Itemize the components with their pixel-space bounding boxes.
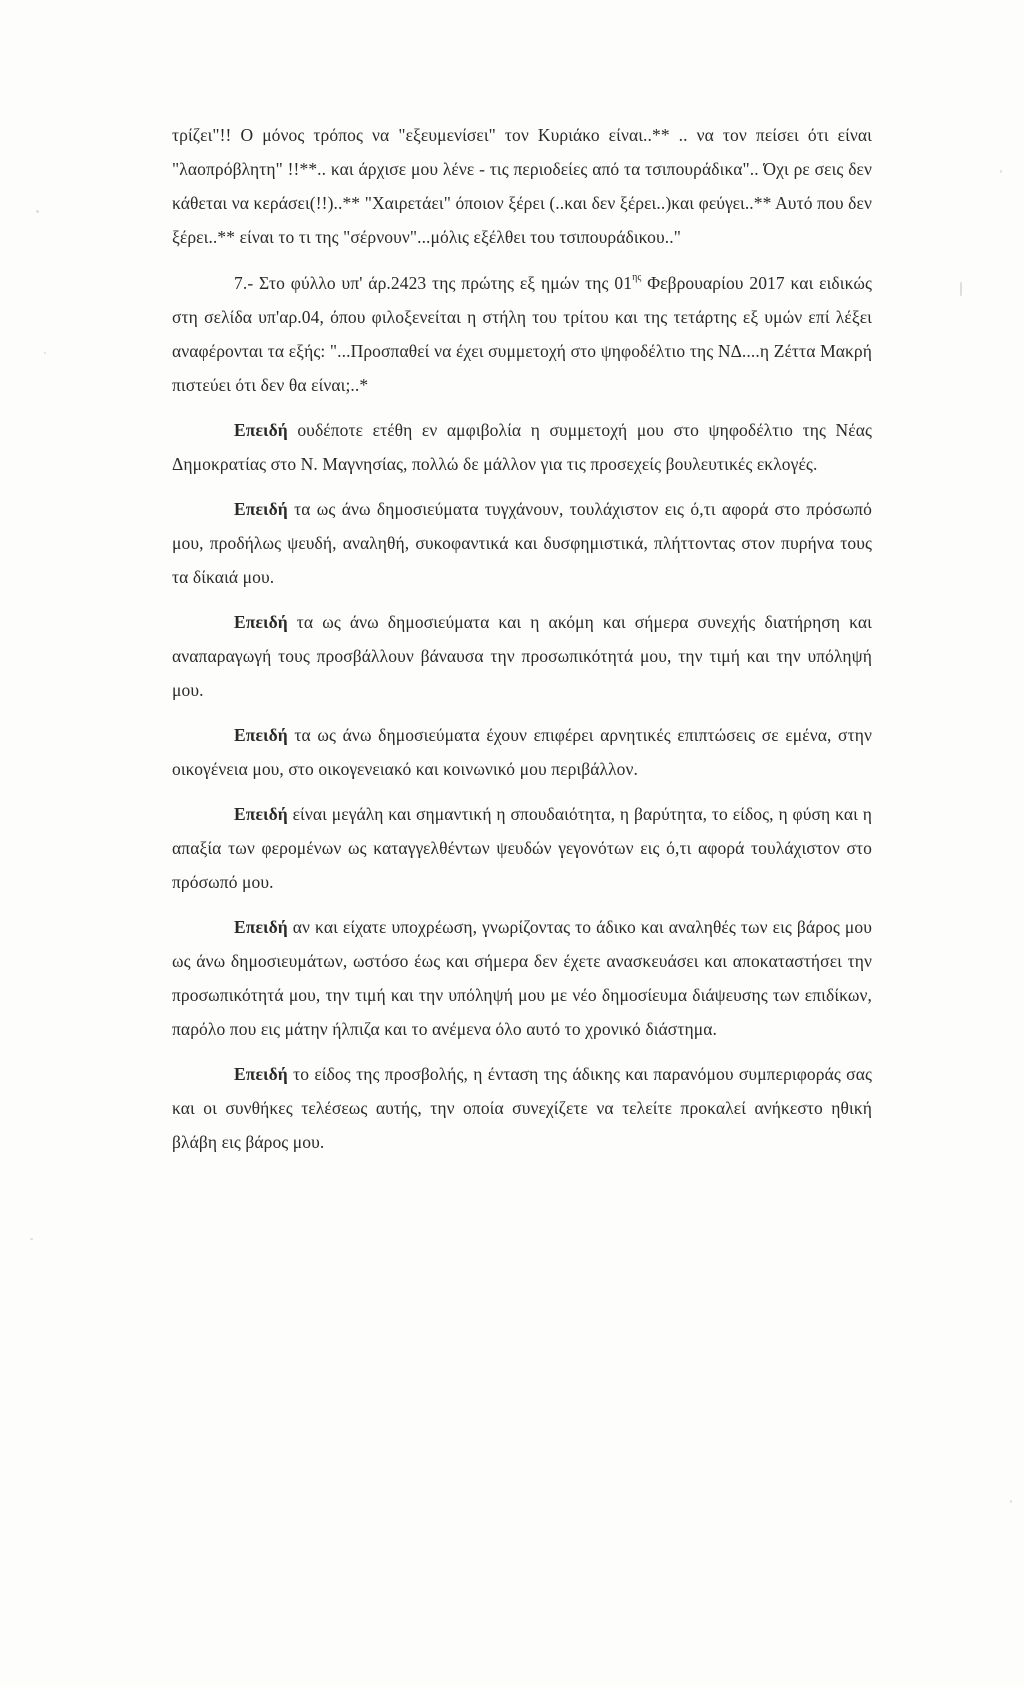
whereas-paragraph bbox=[172, 492, 872, 594]
whereas-keyword: Επειδή bbox=[234, 917, 288, 937]
scan-speck bbox=[36, 210, 39, 213]
whereas-paragraph bbox=[172, 605, 872, 707]
whereas-paragraph bbox=[172, 718, 872, 786]
whereas-keyword: Επειδή bbox=[234, 499, 288, 519]
paragraph-text: τα ως άνω δημοσιεύματα τυγχάνουν, τουλάχιστον εις ό,τι αφορά στο πρόσωπό μου, προδήλως ψευδή, αναληθή, συκοφαντικά και δυσφημιστικά, πλήττοντας στον πυρήνα τους τα δίκαιά μου. bbox=[172, 499, 872, 587]
item-text-start: 7.- Στο φύλλο υπ' άρ.2423 της πρώτης εξ ημών της 01 bbox=[234, 273, 633, 293]
whereas-keyword: Επειδή bbox=[234, 612, 288, 632]
whereas-keyword: Επειδή bbox=[234, 1064, 288, 1084]
item-text-rest: Φεβρουαρίου 2017 και ειδικώς στη σελίδα υπ'αρ.04, όπου φιλοξενείται η στήλη του τρίτου και της τετάρτης εξ υμών επί λέξει αναφέρονται τα εξής: "...Προσπαθεί να έχει συμμετοχή στο ψηφοδέλτιο της ΝΔ....η Ζέττα Μακρή πιστεύει ότι δεν θα είναι;..* bbox=[172, 273, 872, 395]
scan-speck bbox=[44, 352, 46, 354]
paragraph-text: τα ως άνω δημοσιεύματα και η ακόμη και σήμερα συνεχής διατήρηση και αναπαραγωγή τους προσβάλλουν βάναυσα την προσωπικότητά μου, την τιμή και την υπόληψή μου. bbox=[172, 612, 872, 700]
whereas-paragraph bbox=[172, 413, 872, 481]
paragraph-text: τα ως άνω δημοσιεύματα έχουν επιφέρει αρνητικές επιπτώσεις σε εμένα, στην οικογένεια μου, στο οικογενειακό και κοινωνικό μου περιβάλλον. bbox=[172, 725, 872, 779]
scan-speck bbox=[1000, 170, 1002, 173]
scan-speck bbox=[1010, 1500, 1012, 1503]
ordinal-suffix: ης bbox=[632, 272, 642, 284]
whereas-keyword: Επειδή bbox=[234, 725, 288, 745]
whereas-keyword: Επειδή bbox=[234, 420, 288, 440]
scan-speck bbox=[960, 282, 962, 296]
whereas-paragraph bbox=[172, 1057, 872, 1159]
paragraph-item-7 bbox=[172, 266, 872, 402]
paragraph-text: τρίζει"!! Ο μόνος τρόπος να "εξευμενίσει" τον Κυριάκο είναι..** .. να τον πείσει ότι είναι "λαοπρόβλητη" !!**.. και άρχισε μου λένε - τις περιοδείες από τα τσιπουράδικα".. Όχι ρε σεις δεν κάθεται να κεράσει(!!)..** "Χαιρετάει" όποιον ξέρει (..και δεν ξέρει..)και φεύγει..** Αυτό που δεν ξέρει..** είναι το τι της "σέρνουν"...μόλις εξέλθει του τσιπουράδικου.." bbox=[172, 125, 872, 247]
whereas-paragraph bbox=[172, 797, 872, 899]
paragraph-text: είναι μεγάλη και σημαντική η σπουδαιότητα, η βαρύτητα, το είδος, η φύση και η απαξία των φερομένων ως καταγγελθέντων ψευδών γεγονότων εις ό,τι αφορά τουλάχιστον στο πρόσωπό μου. bbox=[172, 804, 872, 892]
paragraph-text: αν και είχατε υποχρέωση, γνωρίζοντας το άδικο και αναληθές των εις βάρος μου ως άνω δημοσιευμάτων, ωστόσο έως και σήμερα δεν έχετε ανασκευάσει και αποκαταστήσει την προσωπικότητά μου, την τιμή και την υπόληψή μου με νέο δημοσίευμα διάψευσης των επιδίκων, παρόλο που εις μάτην ήλπιζα και το ανέμενα όλο αυτό το χρονικό διάστημα. bbox=[172, 917, 872, 1039]
scan-speck bbox=[30, 1238, 33, 1240]
paragraph-text: το είδος της προσβολής, η ένταση της άδικης και παρανόμου συμπεριφοράς σας και οι συνθήκες τελέσεως αυτής, την οποία συνεχίζετε να τελείτε προκαλεί ανήκεστο ηθική βλάβη εις βάρος μου. bbox=[172, 1064, 872, 1152]
paragraph-text: ουδέποτε ετέθη εν αμφιβολία η συμμετοχή μου στο ψηφοδέλτιο της Νέας Δημοκρατίας στο Ν. Μαγνησίας, πολλώ δε μάλλον για τις προσεχείς βουλευτικές εκλογές. bbox=[172, 420, 872, 474]
whereas-keyword: Επειδή bbox=[234, 804, 288, 824]
whereas-paragraph bbox=[172, 910, 872, 1046]
paragraph-continuation bbox=[172, 118, 872, 254]
document-body bbox=[172, 118, 872, 1159]
